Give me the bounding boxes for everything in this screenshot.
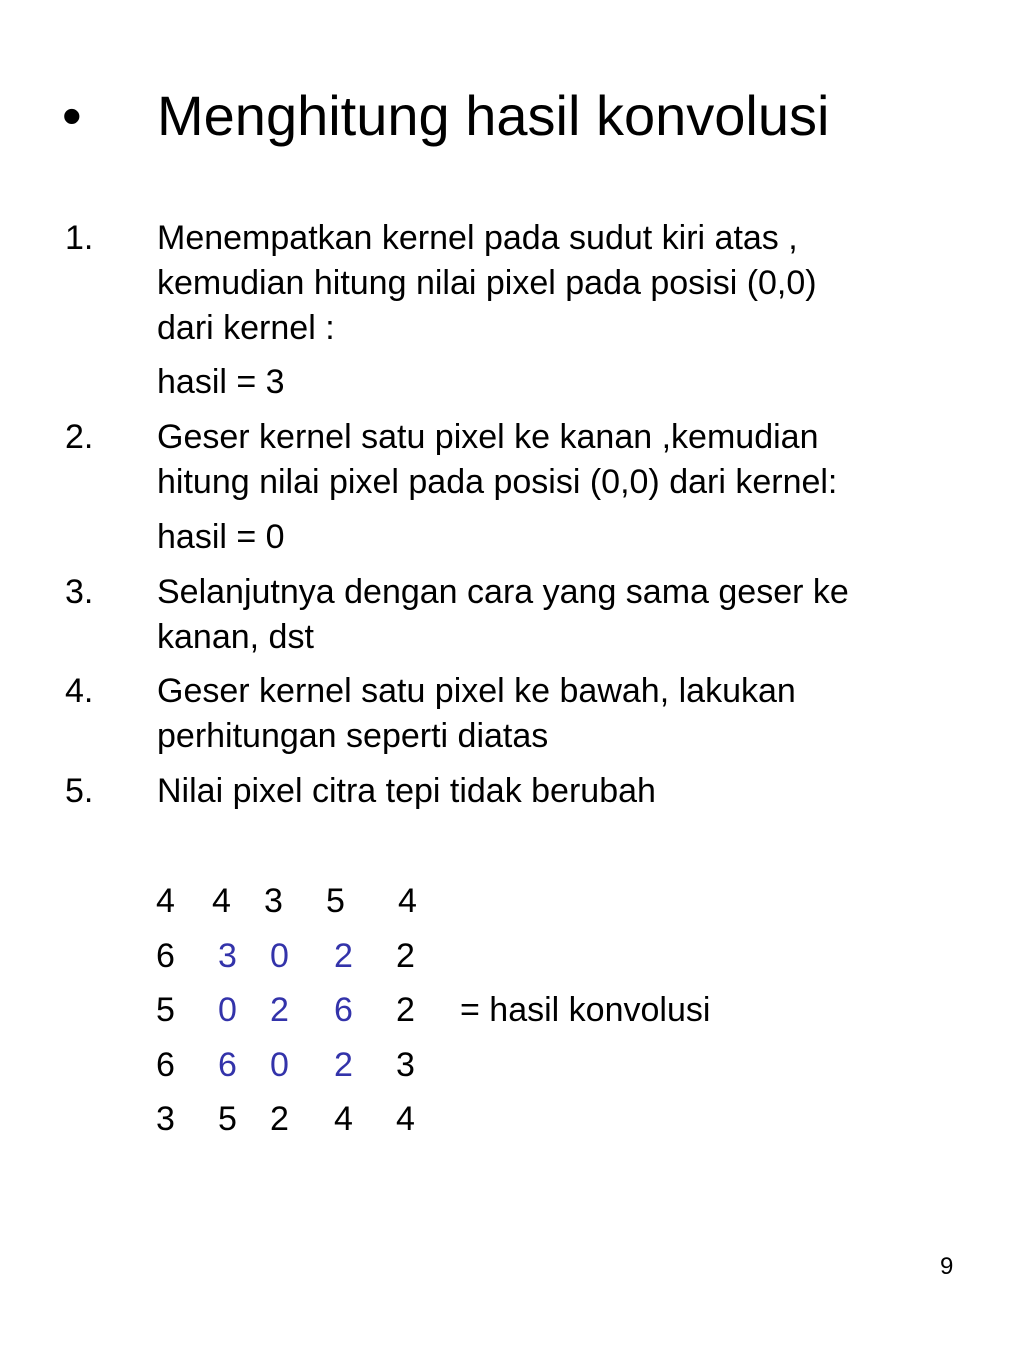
matrix-cell: 3 xyxy=(396,1046,415,1084)
step-4-line-2: perhitungan seperti diatas xyxy=(157,717,549,755)
step-3-number: 3. xyxy=(65,573,94,611)
matrix-cell-kernel: 0 xyxy=(270,937,289,975)
step-1-line-3: dari kernel : xyxy=(157,309,335,347)
matrix-cell-kernel: 6 xyxy=(334,991,353,1029)
matrix-cell: 6 xyxy=(156,937,175,975)
step-1-result: hasil = 3 xyxy=(157,363,285,401)
matrix-cell: 2 xyxy=(396,991,415,1029)
step-3-line-2: kanan, dst xyxy=(157,618,314,656)
title-bullet: • xyxy=(62,84,82,147)
matrix-cell: 4 xyxy=(334,1100,353,1138)
matrix-cell: 4 xyxy=(398,882,417,920)
step-4-number: 4. xyxy=(65,672,94,710)
matrix-cell-kernel: 2 xyxy=(334,937,353,975)
step-1-line-1: Menempatkan kernel pada sudut kiri atas , xyxy=(157,219,798,257)
step-5-text xyxy=(157,769,957,814)
matrix-cell-kernel: 0 xyxy=(218,991,237,1029)
matrix-cell: 5 xyxy=(326,882,345,920)
step-1-text xyxy=(157,216,957,351)
matrix-cell: 4 xyxy=(156,882,175,920)
matrix-cell: 5 xyxy=(156,991,175,1029)
step-5-line-1: Nilai pixel citra tepi tidak berubah xyxy=(157,772,656,810)
step-3-line-1: Selanjutnya dengan cara yang sama geser ke xyxy=(157,573,849,611)
matrix-cell-kernel: 2 xyxy=(334,1046,353,1084)
page-number: 9 xyxy=(940,1253,954,1280)
step-2-line-2: hitung nilai pixel pada posisi (0,0) dari kernel: xyxy=(157,463,838,501)
matrix-cell: 4 xyxy=(396,1100,415,1138)
step-4-text xyxy=(157,669,957,759)
matrix-cell: 2 xyxy=(270,1100,289,1138)
step-4-line-1: Geser kernel satu pixel ke bawah, lakukan xyxy=(157,672,796,710)
matrix-label: = hasil konvolusi xyxy=(460,991,711,1029)
matrix-cell: 6 xyxy=(156,1046,175,1084)
matrix-cell: 4 xyxy=(212,882,231,920)
step-2-number: 2. xyxy=(65,418,94,456)
step-2-text xyxy=(157,415,957,505)
step-2-line-1: Geser kernel satu pixel ke kanan ,kemudian xyxy=(157,418,819,456)
matrix-cell: 5 xyxy=(218,1100,237,1138)
matrix-cell: 3 xyxy=(264,882,283,920)
step-2-result: hasil = 0 xyxy=(157,518,285,556)
matrix-cell: 3 xyxy=(156,1100,175,1138)
matrix-cell: 2 xyxy=(396,937,415,975)
step-1-number: 1. xyxy=(65,219,94,257)
step-1-line-2: kemudian hitung nilai pixel pada posisi (0,0) xyxy=(157,264,817,302)
matrix-cell-kernel: 6 xyxy=(218,1046,237,1084)
matrix-cell-kernel: 3 xyxy=(218,937,237,975)
matrix-cell-kernel: 2 xyxy=(270,991,289,1029)
step-5-number: 5. xyxy=(65,772,94,810)
slide-title: Menghitung hasil konvolusi xyxy=(157,84,830,147)
step-3-text xyxy=(157,570,957,660)
matrix-cell-kernel: 0 xyxy=(270,1046,289,1084)
